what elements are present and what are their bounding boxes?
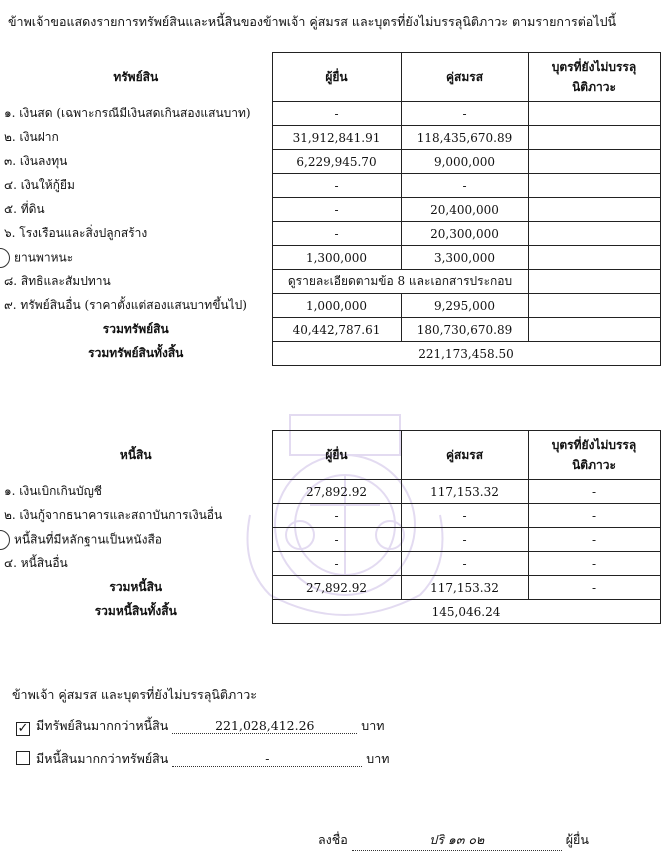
header-child-line1: บุตรที่ยังไม่บรรลุ xyxy=(551,60,637,74)
table-row xyxy=(0,102,660,126)
assets-header-row xyxy=(0,53,660,102)
row-label xyxy=(0,102,272,126)
row-label xyxy=(0,480,272,504)
table-row xyxy=(0,294,660,318)
row-label-text: ๔. เงินให้กู้ยืม xyxy=(4,178,75,192)
header-child-line2: นิติภาวะ xyxy=(572,80,616,94)
more-assets-checkbox[interactable] xyxy=(16,722,30,736)
table-row xyxy=(0,270,660,294)
option-more-assets[interactable] xyxy=(16,716,385,736)
row-label-text: ๔. หนี้สินอื่น xyxy=(4,556,68,570)
row-declarant: - xyxy=(272,198,401,222)
row-declarant: - xyxy=(272,102,401,126)
circle-mark-icon xyxy=(0,248,10,268)
table-row xyxy=(0,246,660,270)
row-spouse: - xyxy=(401,552,528,576)
signature-handwritten: ปริ ๑๓ ๐๒ xyxy=(352,830,562,851)
row-declarant: 1,300,000 xyxy=(272,246,401,270)
more-assets-unit: บาท xyxy=(361,718,385,733)
table-row xyxy=(0,150,660,174)
table-row xyxy=(0,552,660,576)
table-row xyxy=(0,528,660,552)
header-child-line1: บุตรที่ยังไม่บรรลุ xyxy=(551,438,637,452)
table-row xyxy=(0,504,660,528)
table-row xyxy=(0,174,660,198)
row-child: - xyxy=(528,552,660,576)
row-spouse: 9,295,000 xyxy=(401,294,528,318)
assets-grand-label: รวมทรัพย์สินทั้งสิ้น xyxy=(88,346,184,360)
table-row xyxy=(0,222,660,246)
row-spouse: 3,300,000 xyxy=(401,246,528,270)
row-label xyxy=(0,150,272,174)
row-child: - xyxy=(528,528,660,552)
intro-text: ข้าพเจ้าขอแสดงรายการทรัพย์สินและหนี้สินของข้าพเจ้า คู่สมรส และบุตรที่ยังไม่บรรลุนิติภาวะ ตามรายการต่อไปนี้ xyxy=(8,14,617,29)
liabilities-grand-row xyxy=(0,600,660,624)
row-label-text: ๒. เงินกู้จากธนาคารและสถาบันการเงินอื่น xyxy=(4,508,223,522)
row-label xyxy=(0,198,272,222)
row-child xyxy=(528,102,660,126)
row-child: - xyxy=(528,480,660,504)
assets-grand-row xyxy=(0,342,660,366)
row-label xyxy=(0,174,272,198)
row-declarant: - xyxy=(272,222,401,246)
row-child xyxy=(528,246,660,270)
signature-suffix: ผู้ยื่น xyxy=(565,832,589,847)
circle-mark-icon xyxy=(0,530,10,550)
row-child xyxy=(528,150,660,174)
liabilities-total-child: - xyxy=(528,576,660,600)
signature-prefix: ลงชื่อ xyxy=(318,832,348,847)
option-more-liabilities[interactable] xyxy=(16,749,390,769)
row-declarant: - xyxy=(272,552,401,576)
liabilities-table xyxy=(0,430,661,624)
liabilities-total-label: รวมหนี้สิน xyxy=(109,580,163,594)
table-row xyxy=(0,126,660,150)
liabilities-total-spouse: 117,153.32 xyxy=(401,576,528,600)
row-label-text: ๑. เงินเบิกเกินบัญชี xyxy=(4,484,102,498)
row-label-text: ๓. เงินลงทุน xyxy=(4,154,68,168)
assets-header-label: ทรัพย์สิน xyxy=(113,69,159,84)
more-liabilities-unit: บาท xyxy=(366,751,390,766)
header-child-line2: นิติภาวะ xyxy=(572,458,616,472)
liabilities-header-row xyxy=(0,431,660,480)
row-label-text: ยานพาหนะ xyxy=(14,250,74,264)
row-child xyxy=(528,126,660,150)
row-declarant: 6,229,945.70 xyxy=(272,150,401,174)
row-spouse: 117,153.32 xyxy=(401,480,528,504)
row-declarant: 31,912,841.91 xyxy=(272,126,401,150)
row-child xyxy=(528,294,660,318)
assets-table xyxy=(0,52,661,366)
row-child xyxy=(528,174,660,198)
row-spouse: - xyxy=(401,528,528,552)
row-label-text: ๖. โรงเรือนและสิ่งปลูกสร้าง xyxy=(4,226,148,240)
row-spouse: 20,400,000 xyxy=(401,198,528,222)
row-declarant: - xyxy=(272,528,401,552)
row-label xyxy=(0,294,272,318)
row-spouse: - xyxy=(401,504,528,528)
row-label-text: ๕. ที่ดิน xyxy=(4,202,45,216)
assets-total-spouse: 180,730,670.89 xyxy=(401,318,528,342)
row-spouse: 118,435,670.89 xyxy=(401,126,528,150)
row-spouse: 9,000,000 xyxy=(401,150,528,174)
row-label-text: ๙. ทรัพย์สินอื่น (ราคาตั้งแต่สองแสนบาทขึ้นไป) xyxy=(4,298,247,312)
header-spouse: คู่สมรส xyxy=(401,53,528,102)
row-spouse: - xyxy=(401,174,528,198)
checkmark-icon: ✓ xyxy=(17,721,29,736)
assets-total-child xyxy=(528,318,660,342)
row-label xyxy=(0,504,272,528)
more-liabilities-label: มีหนี้สินมากกว่าทรัพย์สิน xyxy=(36,751,169,766)
row-label xyxy=(0,552,272,576)
header-declarant: ผู้ยื่น xyxy=(272,53,401,102)
row-declarant: - xyxy=(272,174,401,198)
row-label-text: ๒. เงินฝาก xyxy=(4,130,59,144)
row-spouse: 20,300,000 xyxy=(401,222,528,246)
assets-total-row xyxy=(0,318,660,342)
row-label xyxy=(0,222,272,246)
liabilities-total-declarant: 27,892.92 xyxy=(272,576,401,600)
row-spouse: - xyxy=(401,102,528,126)
liabilities-grand-label: รวมหนี้สินทั้งสิ้น xyxy=(94,604,177,618)
more-assets-value: 221,028,412.26 xyxy=(172,718,357,734)
header-child xyxy=(528,431,660,480)
row-label-text: ๘. สิทธิและสัมปทาน xyxy=(4,274,111,288)
row-child xyxy=(528,270,660,294)
row-label xyxy=(0,528,272,552)
summary-lead: ข้าพเจ้า คู่สมรส และบุตรที่ยังไม่บรรลุนิติภาวะ xyxy=(12,687,258,702)
liabilities-grand-total: 145,046.24 xyxy=(272,600,660,624)
header-spouse: คู่สมรส xyxy=(401,431,528,480)
row-label xyxy=(0,126,272,150)
table-row xyxy=(0,198,660,222)
header-declarant: ผู้ยื่น xyxy=(272,431,401,480)
row-child: - xyxy=(528,504,660,528)
more-liabilities-checkbox[interactable] xyxy=(16,751,30,765)
assets-total-label: รวมทรัพย์สิน xyxy=(102,322,169,336)
row-label-text: หนี้สินที่มีหลักฐานเป็นหนังสือ xyxy=(14,532,162,546)
table-row xyxy=(0,480,660,504)
row-child xyxy=(528,222,660,246)
liabilities-header-label: หนี้สิน xyxy=(119,447,152,462)
row-label xyxy=(0,246,272,270)
assets-grand-total: 221,173,458.50 xyxy=(272,342,660,366)
more-assets-label: มีทรัพย์สินมากกว่าหนี้สิน xyxy=(36,718,169,733)
row-merged-note: ดูรายละเอียดตามข้อ 8 และเอกสารประกอบ xyxy=(272,270,528,294)
liabilities-total-row xyxy=(0,576,660,600)
row-declarant: - xyxy=(272,504,401,528)
row-declarant: 27,892.92 xyxy=(272,480,401,504)
row-label-text: ๑. เงินสด (เฉพาะกรณีมีเงินสดเกินสองแสนบาท) xyxy=(4,106,251,120)
row-declarant: 1,000,000 xyxy=(272,294,401,318)
row-child xyxy=(528,198,660,222)
assets-total-declarant: 40,442,787.61 xyxy=(272,318,401,342)
row-label xyxy=(0,270,272,294)
header-child xyxy=(528,53,660,102)
more-liabilities-value: - xyxy=(172,751,362,767)
signature-line xyxy=(318,830,589,851)
